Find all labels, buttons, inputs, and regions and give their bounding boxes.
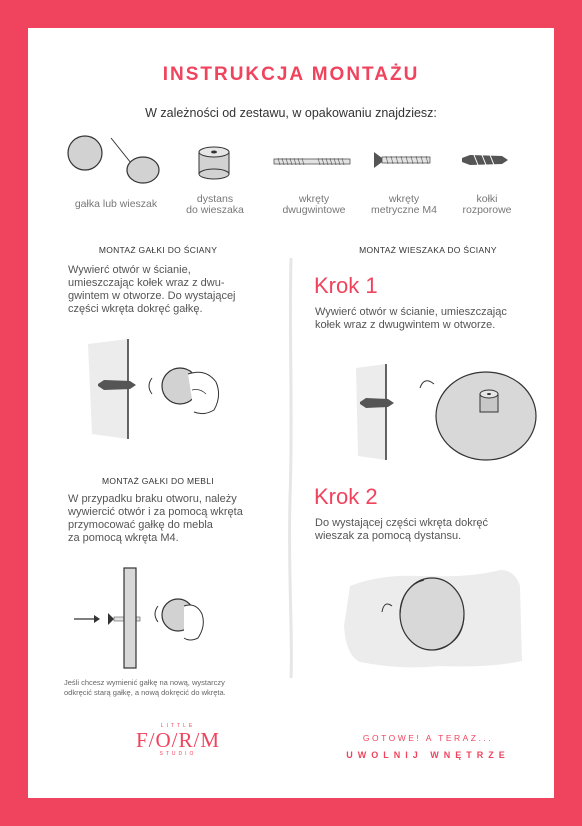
item-label-spacer: dystans do wieszaka — [186, 193, 244, 216]
step1-illustration — [356, 364, 546, 464]
step2-illustration — [340, 566, 540, 676]
knob-icon — [66, 132, 176, 192]
logo-top: LITTLE — [160, 723, 196, 729]
step2-text: Do wystającej części wkręta dokręć wieszak za pomocą dystansu. — [315, 517, 489, 542]
brand-logo — [128, 723, 228, 757]
wall-hanger-heading: MONTAŻ WIESZAKA DO ŚCIANY — [359, 245, 497, 255]
package-contents-subtitle: W zależności od zestawu, w opakowaniu znajdziesz: — [145, 106, 437, 120]
furniture-knob-text: W przypadku braku otworu, należy wywiercić otwór i za pomocą wkręta przymocować gałkę do mebla za pomocą wkręta M4. — [68, 493, 243, 544]
wall-knob-illustration — [88, 334, 238, 444]
item-label-metric-screw: wkręty metryczne M4 — [371, 193, 437, 216]
step1-title: Krok 1 — [314, 273, 378, 298]
wall-plug-icon — [462, 152, 512, 170]
instruction-sheet — [28, 28, 554, 798]
step1-text: Wywierć otwór w ścianie, umieszczając kołek wraz z dwugwintem w otworze. — [315, 306, 507, 331]
column-divider — [288, 258, 294, 678]
item-label-wall-plug: kołki rozporowe — [462, 193, 512, 216]
furniture-knob-heading: MONTAŻ GAŁKI DO MEBLI — [102, 476, 214, 486]
step2-title: Krok 2 — [314, 484, 378, 509]
wall-knob-heading: MONTAŻ GAŁKI DO ŚCIANY — [98, 245, 218, 255]
replacement-note: Jeśli chcesz wymienić gałkę na nową, wystarczy odkręcić starą gałkę, a nową dokręcić do wkręta. — [64, 678, 226, 697]
tagline-ready: GOTOWE! A TERAZ... — [362, 733, 494, 743]
wall-knob-text: Wywierć otwór w ścianie, umieszczając kołek wraz z dwu- gwintem w otworze. Do wystającej części wkręta dokręć gałkę. — [68, 264, 236, 315]
page-title: INSTRUKCJA MONTAŻU — [162, 64, 420, 85]
logo-bottom: STUDIO — [159, 751, 197, 757]
item-label-knob: gałka lub wieszak — [74, 198, 158, 210]
double-thread-screw-icon — [274, 156, 354, 170]
tagline-free-interior: UWOLNIJ WNĘTRZE — [346, 750, 510, 760]
item-label-double-screw: wkręty dwugwintowe — [282, 193, 346, 216]
metric-screw-icon — [374, 152, 434, 170]
logo-main: F/O/R/M — [135, 728, 221, 752]
spacer-icon — [196, 146, 236, 186]
furniture-knob-illustration — [74, 564, 244, 674]
